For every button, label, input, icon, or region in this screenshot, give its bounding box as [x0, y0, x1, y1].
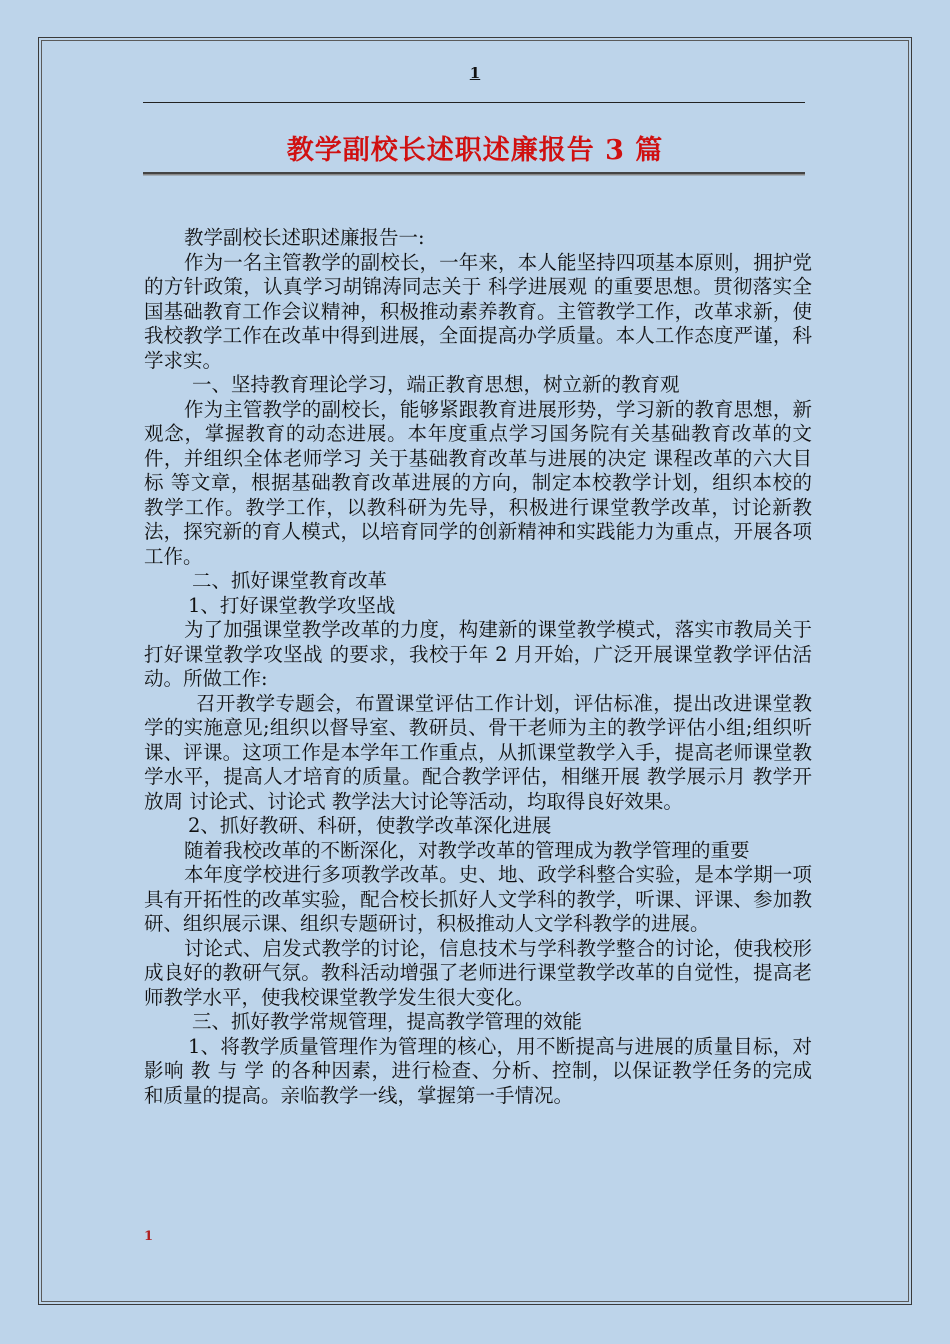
section-heading: 一、坚持教育理论学习，端正教育思想，树立新的教育观	[192, 373, 680, 396]
paragraph: 1、将教学质量管理作为管理的核心，用不断提高与进展的质量目标，对影响 教 与 学 的各种因素，进行检查、分析、控制，以保证教学任务的完成和质量的提高。亲临教学一线，掌握第一手情况。	[144, 1034, 812, 1107]
header-rule	[143, 102, 805, 103]
document-title: 教学副校长述职述廉报告 3 篇	[286, 135, 664, 166]
paragraph: 为了加强课堂教学改革的力度，构建新的课堂教学模式，落实市教局关于 打好课堂教学攻坚战 的要求，我校于年 2 月开始，广泛开展课堂教学评估活动。所做工作:	[144, 618, 812, 690]
paragraph: 教学副校长述职述廉报告一:	[184, 226, 425, 249]
footer-page-number: 1	[144, 1229, 154, 1244]
paragraph: 召开教学专题会，布置课堂评估工作计划，评估标准，提出改进课堂教学的实施意见;组织以督导室、教研员、骨干老师为主的教学评估小组;组织听课、评课。这项工作是本学年工作重点，从抓课堂教学入手，提高老师课堂教学水平，提高人才培育的质量。配合教学评估，相继开展 教学展示月 教学开放周 讨论式、讨论式 教学法大讨论等活动，均取得良好效果。	[144, 691, 812, 813]
header-page-number: 1	[469, 64, 481, 82]
paragraph: 作为一名主管教学的副校长，一年来，本人能坚持四项基本原则，拥护党的方针政策，认真学习胡锦涛同志关于 科学进展观 的重要思想。贯彻落实全国基础教育工作会议精神，积极推动素养教育。主管教学工作，改革求新，使我校教学工作在改革中得到进展，全面提高办学质量。本人工作态度严谨，科学求实。	[144, 250, 812, 372]
section-heading: 二、抓好课堂教育改革	[192, 569, 388, 592]
paragraph: 随着我校改革的不断深化，对教学改革的管理成为教学管理的重要	[184, 838, 750, 862]
document-body	[144, 226, 812, 1108]
section-heading: 三、抓好教学常规管理，提高教学管理的效能	[192, 1010, 583, 1033]
paragraph: 本年度学校进行多项教学改革。史、地、政学科整合实验，是本学期一项具有开拓性的改革实验，配合校长抓好人文学科的教学，听课、评课、参加教研、组织展示课、组织专题研讨，积极推动人文学科教学的进展。	[144, 863, 812, 935]
subsection-heading: 1、打好课堂教学攻坚战	[188, 593, 396, 617]
paragraph: 讨论式、启发式教学的讨论，信息技术与学科教学整合的讨论，使我校形成良好的教研气氛。教科活动增强了老师进行课堂教学改革的自觉性，提高老师教学水平，使我校课堂教学发生很大变化。	[144, 936, 812, 1009]
title-rule	[143, 172, 805, 174]
subsection-heading: 2、抓好教研、科研，使教学改革深化进展	[188, 814, 552, 837]
paragraph: 作为主管教学的副校长，能够紧跟教育进展形势，学习新的教育思想，新观念，掌握教育的动态进展。本年度重点学习国务院有关基础教育改革的文件，并组织全体老师学习 关于基础教育改革与进展的决定 课程改革的六大目标 等文章，根据基础教育改革进展的方向，制定本校教学计划，组织本校的教学工作。教学工作，以教科研为先导，积极进行课堂教学改革，讨论新教法，探究新的育人模式，以培育同学的创新精神和实践能力为重点，开展各项工作。	[144, 397, 812, 568]
